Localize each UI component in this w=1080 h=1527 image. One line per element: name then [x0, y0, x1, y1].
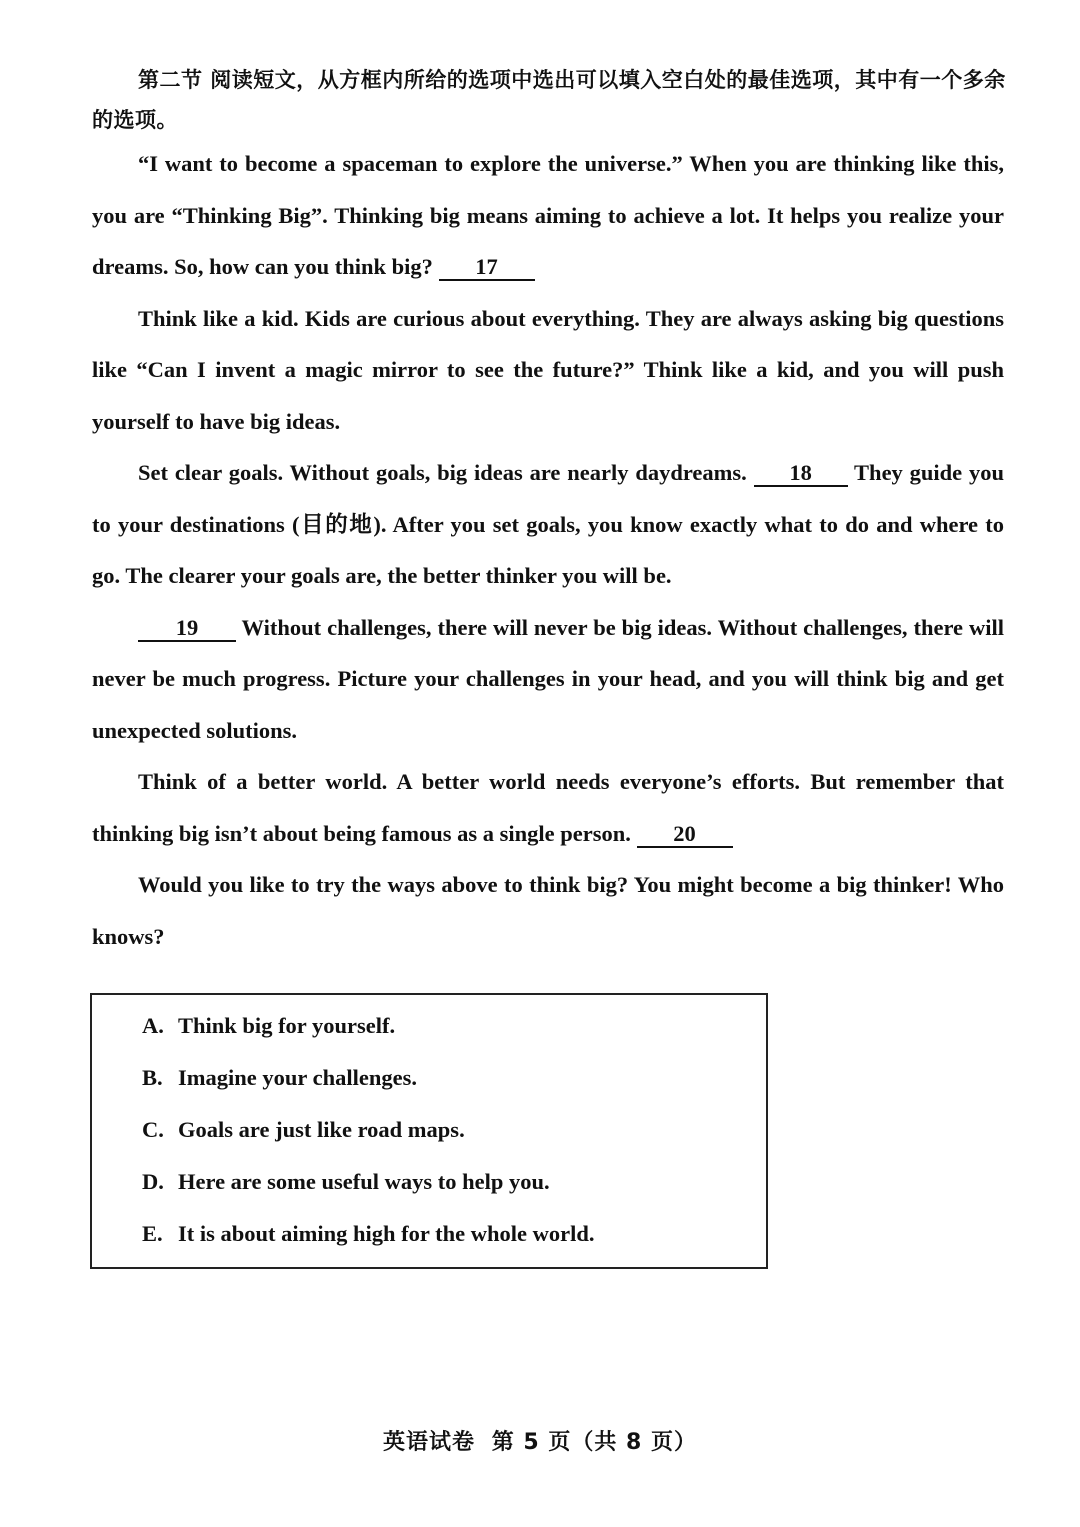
- paragraph-6: Would you like to try the ways above to think big? You might become a big thinker! Who knows?: [92, 872, 1004, 949]
- paragraph-1: [92, 138, 1004, 293]
- blank-18: 18: [754, 461, 848, 487]
- footer-subject: 英语试卷: [383, 1430, 476, 1455]
- page-footer: [0, 1425, 1080, 1456]
- option-letter: E.: [142, 1221, 163, 1246]
- option-text: Think big for yourself.: [178, 1013, 396, 1038]
- option-text: Here are some useful ways to help you.: [178, 1169, 550, 1194]
- blank-17: 17: [439, 255, 535, 281]
- paragraph-4: [92, 602, 1004, 757]
- footer-page-info: 第 5 页（共 8 页）: [491, 1430, 697, 1455]
- paragraph-3-text-before: Set clear goals. Without goals, big ideas are nearly daydreams.: [138, 460, 754, 485]
- blank-20: 20: [637, 822, 733, 848]
- option-text: Goals are just like road maps.: [178, 1117, 465, 1142]
- option-a: [142, 1013, 395, 1039]
- option-text: Imagine your challenges.: [178, 1065, 417, 1090]
- paragraph-3-text-after: They guide you to your destinations (目的地). After you set goals, you know exactly what to do and where to go. The clearer your goals are, the better thinker you will be.: [92, 460, 1004, 588]
- blank-19: 19: [138, 616, 236, 642]
- section-instruction: 第二节 阅读短文，从方框内所给的选项中选出可以填入空白处的最佳选项，其中有一个多余的选项。: [92, 68, 1006, 132]
- option-letter: D.: [142, 1169, 164, 1194]
- option-b: [142, 1065, 417, 1091]
- paragraph-4-text-after: Without challenges, there will never be big ideas. Without challenges, there will never be much progress. Picture your challenges in your head, and you will think big and get unexpected solutions.: [92, 614, 1004, 743]
- option-c: [142, 1117, 465, 1143]
- paragraph-2: Think like a kid. Kids are curious about everything. They are always asking big questions like “Can I invent a magic mirror to see the future?” Think like a kid, and you will push yourself to have big ideas.: [92, 305, 1004, 434]
- option-letter: C.: [142, 1117, 164, 1142]
- paragraph-1-text: “I want to become a spaceman to explore the universe.” When you are thinking like this, you are “Thinking Big”. Thinking big means aiming to achieve a lot. It helps you realize your dreams. So, how can you think big?: [92, 151, 1004, 279]
- option-text: It is about aiming high for the whole world.: [178, 1221, 595, 1246]
- paragraph-5: [92, 756, 1004, 859]
- option-letter: A.: [142, 1013, 164, 1038]
- reading-passage: [92, 138, 1004, 962]
- option-e: [142, 1221, 595, 1247]
- option-d: [142, 1169, 550, 1195]
- option-letter: B.: [142, 1065, 163, 1090]
- paragraph-3: [92, 447, 1004, 602]
- options-box: [90, 993, 768, 1269]
- paragraph-5-text: Think of a better world. A better world needs everyone’s efforts. But remember that thinking big isn’t about being famous as a single person.: [92, 769, 1004, 846]
